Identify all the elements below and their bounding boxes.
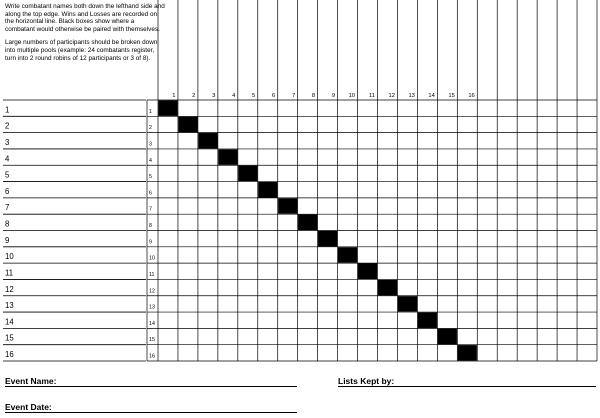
column-header-number: 14	[428, 93, 435, 99]
column-header-number: 9	[331, 93, 336, 99]
column-header-number: 12	[388, 93, 395, 99]
event-date-line[interactable]	[5, 412, 297, 413]
column-header-number: 11	[368, 93, 375, 99]
row-label-number: 12	[5, 284, 14, 294]
blocked-self-pair-cell	[298, 215, 317, 231]
row-label-number: 15	[5, 333, 14, 343]
combatant-name-field[interactable]	[15, 134, 144, 148]
row-label-number: 11	[5, 268, 14, 278]
row-small-number: 4	[149, 157, 152, 164]
row-small-number: 12	[149, 288, 155, 295]
row-small-number: 7	[149, 206, 152, 213]
blocked-self-pair-cell	[218, 149, 237, 165]
column-header-number: 15	[448, 93, 455, 99]
blocked-self-pair-cell	[418, 312, 437, 328]
row-label-number: 1	[5, 105, 10, 115]
blocked-self-pair-cell	[198, 133, 217, 149]
row-label-number: 5	[5, 170, 10, 180]
column-header-number: 3	[212, 93, 216, 99]
combatant-name-field[interactable]	[15, 248, 144, 262]
column-header-number: 6	[271, 93, 276, 99]
event-date-label: Event Date:	[5, 402, 52, 412]
combatant-name-field[interactable]	[15, 313, 144, 327]
event-name-line[interactable]	[5, 386, 297, 387]
blocked-self-pair-cell	[258, 182, 277, 198]
instructions-paragraph-1: Write combatant names both down the lefthand side and along the top edge. Wins and Losses are recorded on the horizontal line. Black boxes show where a combatant would otherwise be paired with themselves.	[5, 3, 165, 33]
column-header-number: 7	[291, 93, 296, 99]
row-small-number: 8	[149, 223, 152, 229]
combatant-name-field[interactable]	[15, 280, 144, 294]
instructions-paragraph-2: Large numbers of participants should be broken down into multiple pools (example: 24 combatants register, turn into 2 round robins of 12 participants or 3 of 8).	[5, 39, 158, 62]
column-header-number: 1	[172, 93, 176, 99]
blocked-self-pair-cell	[158, 100, 177, 116]
row-small-number: 11	[149, 271, 155, 278]
column-header-number: 13	[408, 93, 415, 99]
lists-kept-by-label: Lists Kept by:	[338, 376, 395, 386]
row-label-number: 13	[5, 301, 14, 311]
row-small-number: 10	[149, 255, 155, 262]
row-label-number: 2	[5, 121, 10, 131]
row-small-number: 2	[149, 125, 152, 132]
lists-kept-by-line[interactable]	[338, 386, 596, 387]
blocked-self-pair-cell	[378, 280, 397, 296]
combatant-name-field[interactable]	[15, 101, 144, 115]
combatant-name-field[interactable]	[15, 199, 144, 213]
blocked-self-pair-cell	[278, 198, 297, 214]
row-label-number: 14	[5, 317, 14, 327]
column-header-number: 2	[192, 93, 196, 99]
row-label-number: 8	[5, 219, 10, 229]
row-small-number: 16	[149, 353, 155, 360]
combatant-name-field[interactable]	[15, 166, 144, 180]
column-header-number: 16	[468, 93, 475, 99]
combatant-name-field[interactable]	[15, 183, 144, 197]
blocked-self-pair-cell	[358, 264, 377, 280]
column-header-number: 5	[252, 93, 256, 99]
column-header-number: 10	[348, 93, 356, 99]
row-small-number: 3	[149, 141, 152, 148]
row-small-number: 9	[149, 239, 152, 246]
blocked-self-pair-cell	[398, 296, 417, 312]
combatant-name-field[interactable]	[15, 297, 144, 311]
row-small-number: 13	[149, 304, 155, 311]
row-small-number: 1	[149, 108, 152, 115]
row-small-number: 15	[149, 337, 155, 344]
row-label-number: 9	[5, 235, 10, 245]
column-header-number: 8	[311, 93, 316, 99]
blocked-self-pair-cell	[458, 345, 477, 361]
blocked-self-pair-cell	[238, 166, 257, 182]
blocked-self-pair-cell	[338, 247, 357, 263]
row-label-number: 3	[5, 137, 10, 147]
blocked-self-pair-cell	[318, 231, 337, 247]
blocked-self-pair-cell	[438, 329, 457, 345]
combatant-name-field[interactable]	[15, 329, 144, 343]
column-header-number: 4	[232, 93, 236, 99]
combatant-name-field[interactable]	[15, 215, 144, 229]
row-label-number: 7	[5, 203, 10, 213]
row-small-number: 6	[149, 190, 152, 197]
row-label-number: 10	[5, 252, 14, 262]
blocked-self-pair-cell	[178, 117, 197, 133]
combatant-name-field[interactable]	[15, 264, 144, 278]
event-name-label: Event Name:	[5, 376, 57, 386]
row-label-number: 6	[5, 186, 10, 196]
combatant-name-field[interactable]	[15, 346, 144, 360]
row-small-number: 14	[149, 320, 155, 327]
combatant-name-field[interactable]	[15, 150, 144, 164]
row-label-number: 4	[5, 154, 10, 164]
combatant-name-field[interactable]	[15, 117, 144, 131]
row-small-number: 5	[149, 174, 152, 181]
combatant-name-field[interactable]	[15, 232, 144, 246]
row-label-number: 16	[5, 350, 14, 359]
